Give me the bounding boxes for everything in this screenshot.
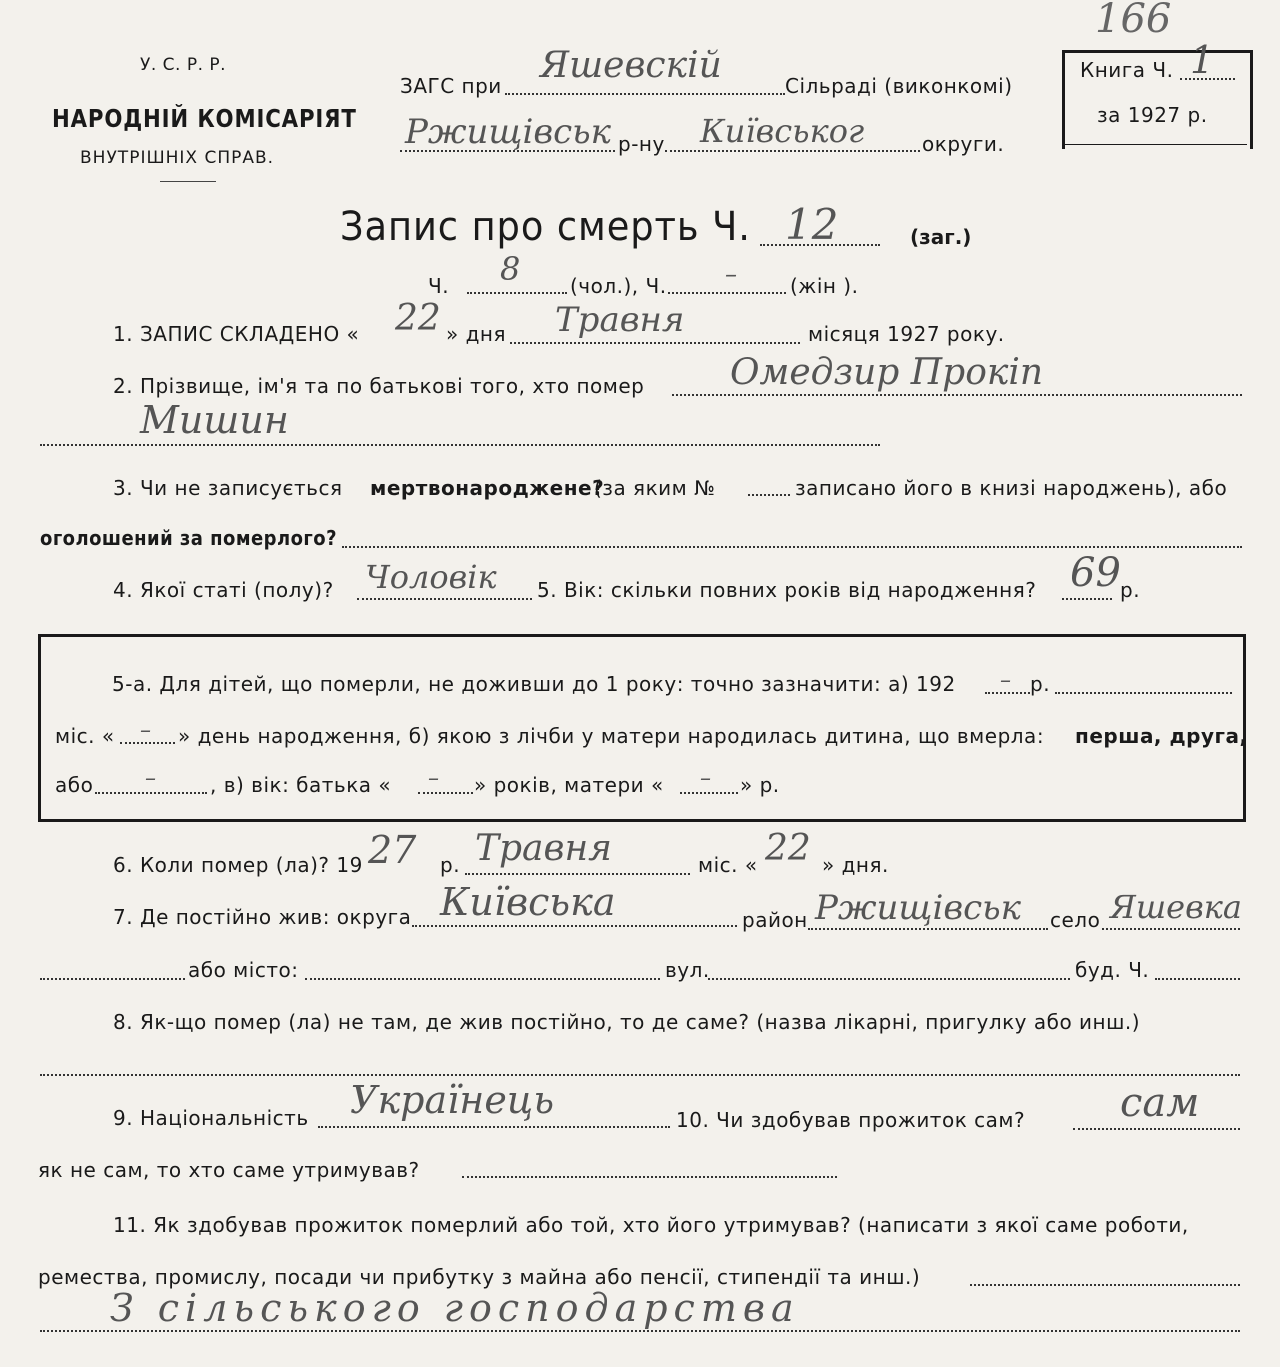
book-number-handwriting: 1 xyxy=(1190,38,1215,82)
field5a-line3-father: , в) вік: батька « xyxy=(210,773,392,797)
field7-selo-handwriting: Яшевка xyxy=(1110,888,1242,926)
field7-misto: або місто: xyxy=(188,958,299,982)
field1-mid: » дня xyxy=(446,322,507,346)
field10-handwriting: сам xyxy=(1120,1080,1200,1126)
field11-line1: 11. Як здобував прожиток померлий або той, хто його утримував? (написати з якої саме роботи, xyxy=(113,1213,1189,1237)
female-count-label: (чол.), Ч. xyxy=(570,274,667,298)
field3-text2: (за яким № xyxy=(594,476,716,500)
field6-end: » дня. xyxy=(822,853,889,877)
female-count-line xyxy=(668,292,786,294)
field7-okrug-handwriting: Київська xyxy=(440,880,616,924)
commissariat-subtitle: ВНУТРІШНІХ СПРАВ. xyxy=(80,148,275,168)
field6-label: 6. Коли помер (ла)? 19 xyxy=(113,853,363,877)
field5a-order-handwriting: – xyxy=(145,766,156,791)
field5a-year-handwriting: – xyxy=(1000,668,1011,693)
field7-line2a xyxy=(40,978,185,980)
male-count-line xyxy=(467,292,567,294)
field5a-line3-start: або xyxy=(55,773,94,797)
field11-answer-line xyxy=(40,1330,1240,1332)
field1-label: 1. ЗАПИС СКЛАДЕНО « xyxy=(113,322,360,346)
field5-suffix: р. xyxy=(1120,578,1141,602)
field11-line2: ремества, промислу, посади чи прибутку з майна або пенсії, стипендії та инш.) xyxy=(38,1265,921,1289)
okrug-label: округи. xyxy=(922,132,1005,156)
field7-raion-handwriting: Ржищівськ xyxy=(815,888,1021,928)
field5a-line1-end: р. xyxy=(1030,672,1051,696)
field6-month-line xyxy=(465,873,690,875)
field5a-line1-tail xyxy=(1055,692,1232,694)
field1-month-line xyxy=(510,342,800,344)
title-number-handwriting: 12 xyxy=(785,200,839,249)
field10-line2-fill xyxy=(462,1176,837,1178)
field2-line2 xyxy=(40,444,880,446)
field8-line xyxy=(40,1074,1240,1076)
field7-bud-line xyxy=(1155,978,1240,980)
field7-bud: буд. Ч. xyxy=(1075,958,1150,982)
field9-line xyxy=(318,1126,670,1128)
field4-line xyxy=(357,598,532,600)
council-label: Сільраді (виконкомі) xyxy=(785,74,1013,98)
field7-selo: село xyxy=(1050,908,1101,932)
field11-line2-fill xyxy=(970,1284,1240,1286)
field5a-line3-end: » р. xyxy=(740,773,780,797)
male-count-label: Ч. xyxy=(428,274,450,298)
field5a-line2-start: міс. « xyxy=(55,724,115,748)
field7-selo-line xyxy=(1102,928,1240,930)
female-count-suffix: (жін ). xyxy=(790,274,859,298)
field7-vul: вул. xyxy=(665,958,710,982)
village-handwriting: Яшевскій xyxy=(540,45,722,86)
field3-text3: записано його в книзі народжень), або xyxy=(795,476,1228,500)
field11-answer-handwriting: З сільського господарства xyxy=(110,1286,800,1330)
ussr-label: У. С. Р. Р. xyxy=(140,55,227,75)
okrug-line xyxy=(665,150,920,152)
field5a-day-handwriting: – xyxy=(140,718,151,743)
field3-number-line xyxy=(748,494,790,496)
field5-label: 5. Вік: скільки повних років від народження? xyxy=(537,578,1037,602)
field5a-mother-line xyxy=(680,792,738,794)
field7-vul-line xyxy=(708,978,1070,980)
field2-surname-handwriting: Мишин xyxy=(140,398,289,442)
field9-nationality-handwriting: Українець xyxy=(350,1078,555,1122)
field7-label: 7. Де постійно жив: округа xyxy=(113,905,412,929)
field7-okrug-line xyxy=(412,925,737,927)
archive-number: 166 xyxy=(1095,0,1172,42)
field10-line xyxy=(1073,1128,1240,1130)
field6-day-handwriting: 22 xyxy=(765,828,811,869)
field1-month-handwriting: Травня xyxy=(555,300,685,340)
field5a-line1: 5-а. Для дітей, що померли, не доживши до 1 року: точно зазначити: а) 192 xyxy=(112,672,956,696)
field1-day-handwriting: 22 xyxy=(395,298,441,339)
district-handwriting: Ржищівськ xyxy=(405,112,611,152)
field6-r: р. xyxy=(440,853,461,877)
field5a-line2: » день народження, б) якою з лічби у матери народилась дитина, що вмерла: xyxy=(178,724,1045,748)
commissariat-title: НАРОДНІЙ КОМІСАРІЯТ xyxy=(52,104,357,133)
field5-age-handwriting: 69 xyxy=(1070,550,1121,596)
field4-sex-handwriting: Чоловік xyxy=(365,558,497,596)
field5a-line3-mother: » років, матери « xyxy=(474,773,664,797)
male-count-handwriting: 8 xyxy=(500,250,521,288)
field10-label: 10. Чи здобував прожиток сам? xyxy=(676,1108,1026,1132)
field7-raion: район xyxy=(742,908,808,932)
field10-line2: як не сам, то хто саме утримував? xyxy=(38,1158,420,1182)
field5a-father-handwriting: – xyxy=(428,766,439,791)
page-title: Запис про смерть Ч. xyxy=(340,204,751,250)
field2-label: 2. Прізвище, ім'я та по батькові того, хто помер xyxy=(113,374,645,398)
field2-line xyxy=(672,394,1242,396)
book-year: за 1927 р. xyxy=(1097,103,1208,127)
district-label: р-ну xyxy=(618,132,665,156)
field3-line xyxy=(342,546,1242,548)
field5a-line2-bold: перша, друга, xyxy=(1075,724,1248,748)
field4-label: 4. Якої статі (полу)? xyxy=(113,578,334,602)
field5-line xyxy=(1062,598,1112,600)
book-label: Книга Ч. xyxy=(1080,58,1174,82)
field5a-father-line xyxy=(418,792,473,794)
field2-name-handwriting: Омедзир Прокіп xyxy=(730,352,1044,393)
field3-bold1: мертвонароджене? xyxy=(370,476,605,500)
book-box-bottom xyxy=(1062,144,1247,145)
field5a-order-line xyxy=(95,792,207,794)
zags-label: ЗАГС при xyxy=(400,74,502,98)
field6-mis: міс. « xyxy=(698,853,758,877)
field3-bold2: оголошений за померлого? xyxy=(40,526,337,550)
field6-month-handwriting: Травня xyxy=(475,828,613,869)
field3-text1: 3. Чи не записується xyxy=(113,476,343,500)
field7-raion-line xyxy=(808,928,1048,930)
female-count-handwriting: – xyxy=(725,260,737,288)
field5a-mother-handwriting: – xyxy=(700,766,711,791)
divider xyxy=(160,181,216,182)
okrug-handwriting: Київськог xyxy=(700,112,865,150)
field8-label: 8. Як-що помер (ла) не там, де жив постійно, то де саме? (назва лікарні, пригулку або инш.) xyxy=(113,1010,1141,1034)
field9-label: 9. Національність xyxy=(113,1106,309,1130)
field1-suffix: місяця 1927 року. xyxy=(808,322,1005,346)
field6-year-handwriting: 27 xyxy=(368,828,417,872)
village-line xyxy=(505,93,785,95)
field7-misto-line xyxy=(305,978,660,980)
title-suffix: (заг.) xyxy=(910,225,972,249)
